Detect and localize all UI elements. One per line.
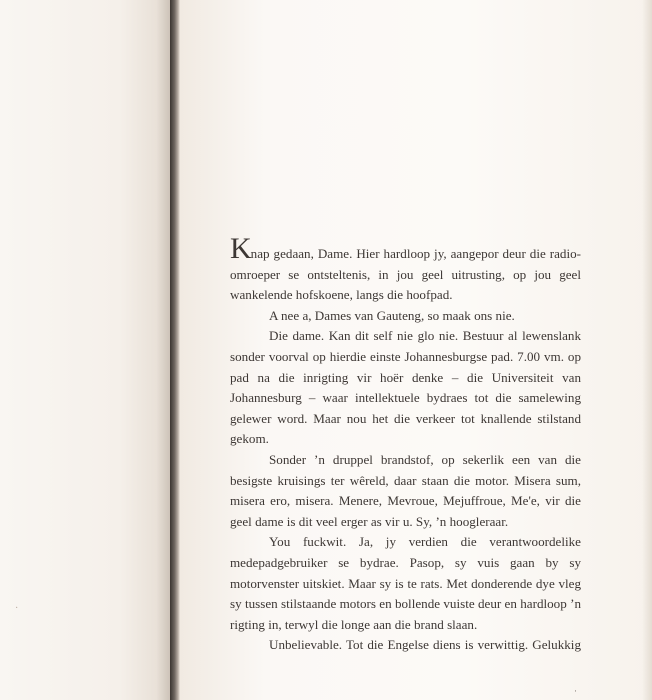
paragraph-1 [230, 232, 581, 306]
body-text [230, 232, 581, 656]
book-gutter [170, 0, 180, 700]
paragraph-5: You fuckwit. Ja, jy verdien die verantwoordelike medepadgebruiker se bydrae. Pasop, sy vuis gaan by sy motorvenster uitskiet. Maar sy is te rats. Met donderende dye vleg sy tussen stilstaande motors en bollende vuiste deur en hardloop ’n rigting in, terwyl die longe aan die brand slaan. [230, 534, 581, 632]
page-speck: · [15, 603, 19, 614]
paragraph-2: A nee a, Dames van Gauteng, so maak ons nie. [269, 307, 515, 323]
drop-cap: K [230, 232, 251, 265]
paragraph-4: Sonder ’n druppel brandstof, op sekerlik een van die besigste kruisings ter wêreld, daar staan die motor. Misera sum, misera ero, misera. Menere, Mevroue, Mejuffroue, Me'e, vir die geel dame is dit veel erger as vir u. Sy, ’n hoogleraar. [230, 451, 581, 529]
corner-speck: · [574, 686, 577, 696]
paragraph-6: Unbelievable. Tot die Engelse diens is verwittig. Gelukkig [269, 637, 581, 653]
page-edge-shadow [642, 0, 652, 700]
left-page [0, 0, 170, 700]
paragraph-1-text: nap gedaan, Dame. Hier hardloop jy, aangepor deur die radio-omroeper se ontsteltenis, in jou geel uitrusting, op jou geel wankelende hofskoene, langs die hoofpad. [230, 246, 581, 303]
paragraph-3: Die dame. Kan dit self nie glo nie. Bestuur al lewenslank sonder voorval op hierdie einste Johannesburgse pad. 7.00 vm. op pad na die inrigting vir hoër denke – die Universiteit van Johannesburg – waar intellektuele bydraes tot die samelewing gelewer word. Maar nou het die verkeer tot knallende stilstand gekom. [230, 328, 581, 447]
